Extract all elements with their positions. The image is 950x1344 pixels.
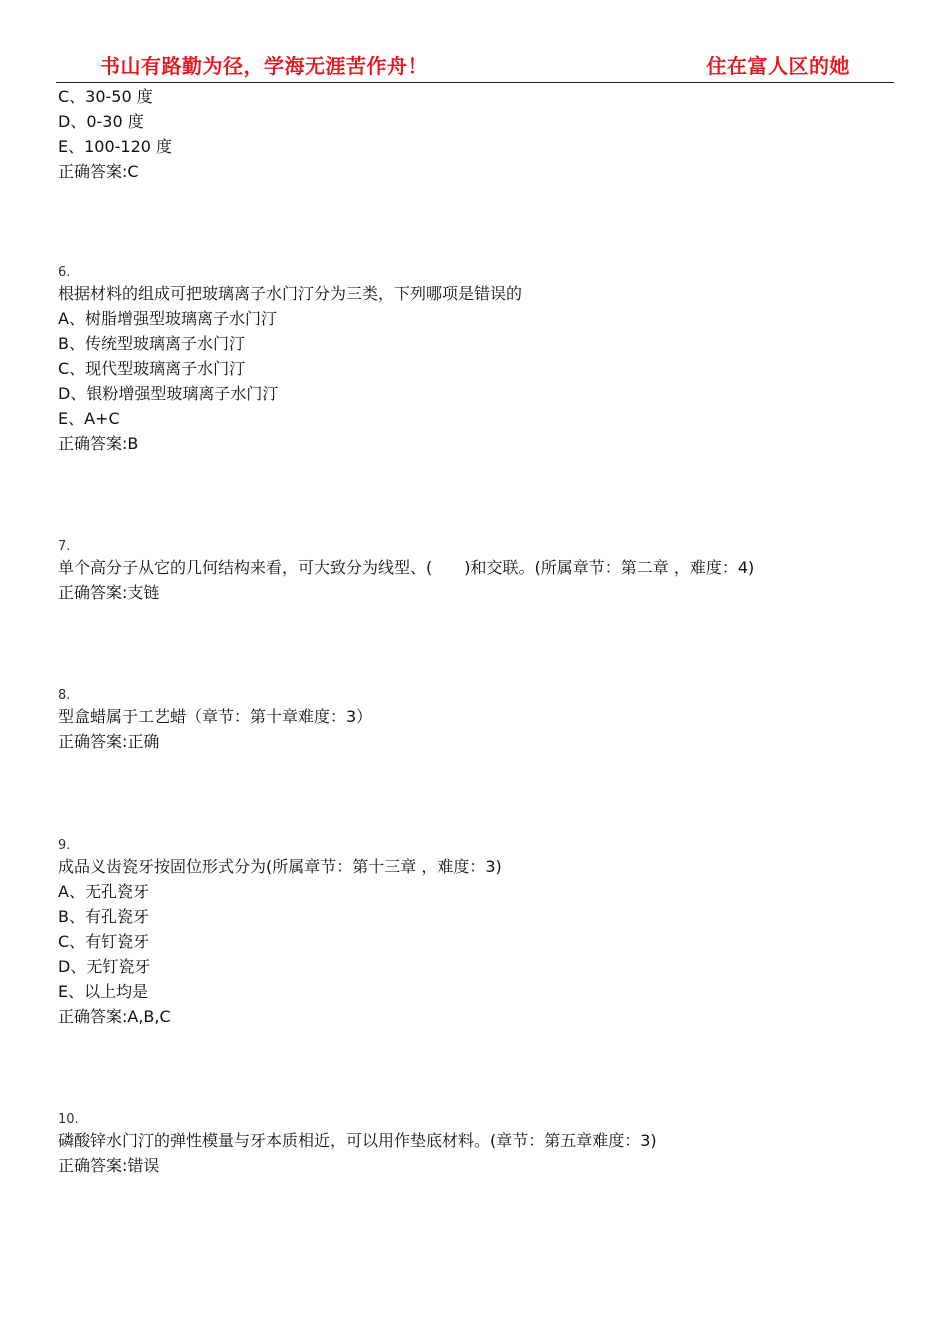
- question-text: 磷酸锌水门汀的弹性模量与牙本质相近，可以用作垫底材料。(章节：第五章难度：3): [58, 1131, 657, 1150]
- answer: 正确答案:B: [58, 434, 139, 453]
- question-7: [58, 539, 754, 605]
- option-d: D、0-30 度: [58, 112, 144, 131]
- question-5-tail: [58, 84, 172, 184]
- answer: 正确答案:错误: [58, 1156, 160, 1175]
- question-9: [58, 838, 502, 1029]
- option-d: D、无钉瓷牙: [58, 957, 151, 976]
- option-b: B、有孔瓷牙: [58, 907, 149, 926]
- question-text: 成品义齿瓷牙按固位形式分为(所属章节：第十三章 ，难度：3): [58, 857, 502, 876]
- question-text: 根据材料的组成可把玻璃离子水门汀分为三类，下列哪项是错误的: [58, 284, 523, 303]
- answer: 正确答案:A,B,C: [58, 1007, 171, 1026]
- option-c: C、现代型玻璃离子水门汀: [58, 359, 246, 378]
- option-e: E、以上均是: [58, 982, 149, 1001]
- question-text: 单个高分子从它的几何结构来看，可大致分为线型、( )和交联。(所属章节：第二章 ，难度：4): [58, 558, 755, 577]
- option-c: C、有钉瓷牙: [58, 932, 150, 951]
- question-number: 6.: [58, 265, 71, 280]
- question-number: 7.: [58, 539, 71, 554]
- header-motto: 书山有路勤为径，学海无涯苦作舟！: [100, 54, 428, 78]
- option-e: E、A+C: [58, 409, 120, 428]
- answer: 正确答案:正确: [58, 732, 160, 751]
- question-number: 8.: [58, 688, 71, 703]
- option-a: A、无孔瓷牙: [58, 882, 149, 901]
- option-c: C、30-50 度: [58, 87, 153, 106]
- question-number: 9.: [58, 838, 71, 853]
- option-d: D、银粉增强型玻璃离子水门汀: [58, 384, 279, 403]
- question-6: [58, 265, 522, 456]
- question-10: [58, 1112, 657, 1178]
- answer: 正确答案:支链: [58, 583, 160, 602]
- question-8: [58, 688, 372, 754]
- question-text: 型盒蜡属于工艺蜡（章节：第十章难度：3）: [58, 707, 373, 726]
- answer: 正确答案:C: [58, 162, 139, 181]
- option-b: B、传统型玻璃离子水门汀: [58, 334, 245, 353]
- header-author: 住在富人区的她: [706, 54, 850, 78]
- option-a: A、树脂增强型玻璃离子水门汀: [58, 309, 277, 328]
- question-number: 10.: [58, 1112, 79, 1127]
- option-e: E、100-120 度: [58, 137, 173, 156]
- page-header: [56, 48, 894, 83]
